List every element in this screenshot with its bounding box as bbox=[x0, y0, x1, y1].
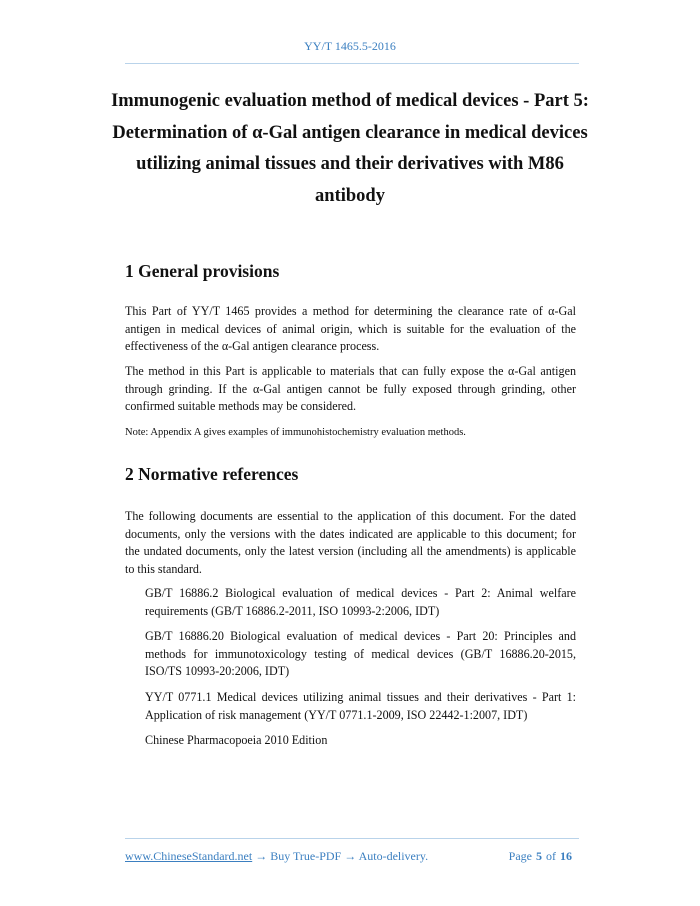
of-label: of bbox=[546, 849, 556, 863]
reference-item: Chinese Pharmacopoeia 2010 Edition bbox=[145, 733, 328, 747]
footer bbox=[125, 849, 576, 864]
reference-item: GB/T 16886.2 Biological evaluation of medical devices - Part 2: Animal welfare requirements (GB/T 16886.2-2011, ISO 10993-2:2006, IDT) bbox=[145, 586, 576, 618]
footer-promo: → Buy True-PDF → Auto-delivery. bbox=[252, 849, 429, 863]
document-title: Immunogenic evaluation method of medical devices - Part 5: Determination of α-Gal antigen clearance in medical devices utilizing animal tissues and their derivatives with M86 antibody bbox=[111, 91, 589, 207]
paragraph: The method in this Part is applicable to materials that can fully expose the α-Gal antigen through grinding. If the α-Gal antigen cannot be fully exposed through grinding, other confirmed suitable methods may be considered. bbox=[125, 364, 576, 413]
section-heading: 2 Normative references bbox=[125, 464, 299, 484]
total-pages: 16 bbox=[560, 849, 572, 863]
header-doc-id: YY/T 1465.5-2016 bbox=[304, 39, 396, 53]
paragraph: This Part of YY/T 1465 provides a method for determining the clearance rate of α-Gal antigen in medical devices of animal origin, which is suitable for the evaluation of the effectiveness of the α-Gal antigen clearance process. bbox=[125, 304, 576, 353]
note: Note: Appendix A gives examples of immunohistochemistry evaluation methods. bbox=[125, 427, 466, 438]
page-label: Page bbox=[508, 849, 532, 863]
section-heading: 1 General provisions bbox=[125, 261, 280, 281]
website-link[interactable]: www.ChineseStandard.net bbox=[125, 849, 253, 863]
paragraph: The following documents are essential to the application of this document. For the dated documents, only the versions with the dates indicated are applicable to this document; for the undated documents, only the latest version (including all the amendments) is applicable to this standard. bbox=[125, 509, 576, 576]
page-indicator bbox=[509, 849, 576, 864]
reference-item: GB/T 16886.20 Biological evaluation of medical devices - Part 20: Principles and methods for immunotoxicology testing of medical devices (GB/T 16886.20-2015, ISO/TS 10993-20:2006, IDT) bbox=[145, 629, 576, 678]
footer-divider bbox=[125, 838, 579, 839]
header-divider bbox=[125, 63, 579, 64]
page-number: 5 bbox=[536, 849, 542, 863]
reference-item: YY/T 0771.1 Medical devices utilizing animal tissues and their derivatives - Part 1: Application of risk management (YY/T 0771.1-2009, ISO 22442-1:2007, IDT) bbox=[145, 690, 576, 722]
